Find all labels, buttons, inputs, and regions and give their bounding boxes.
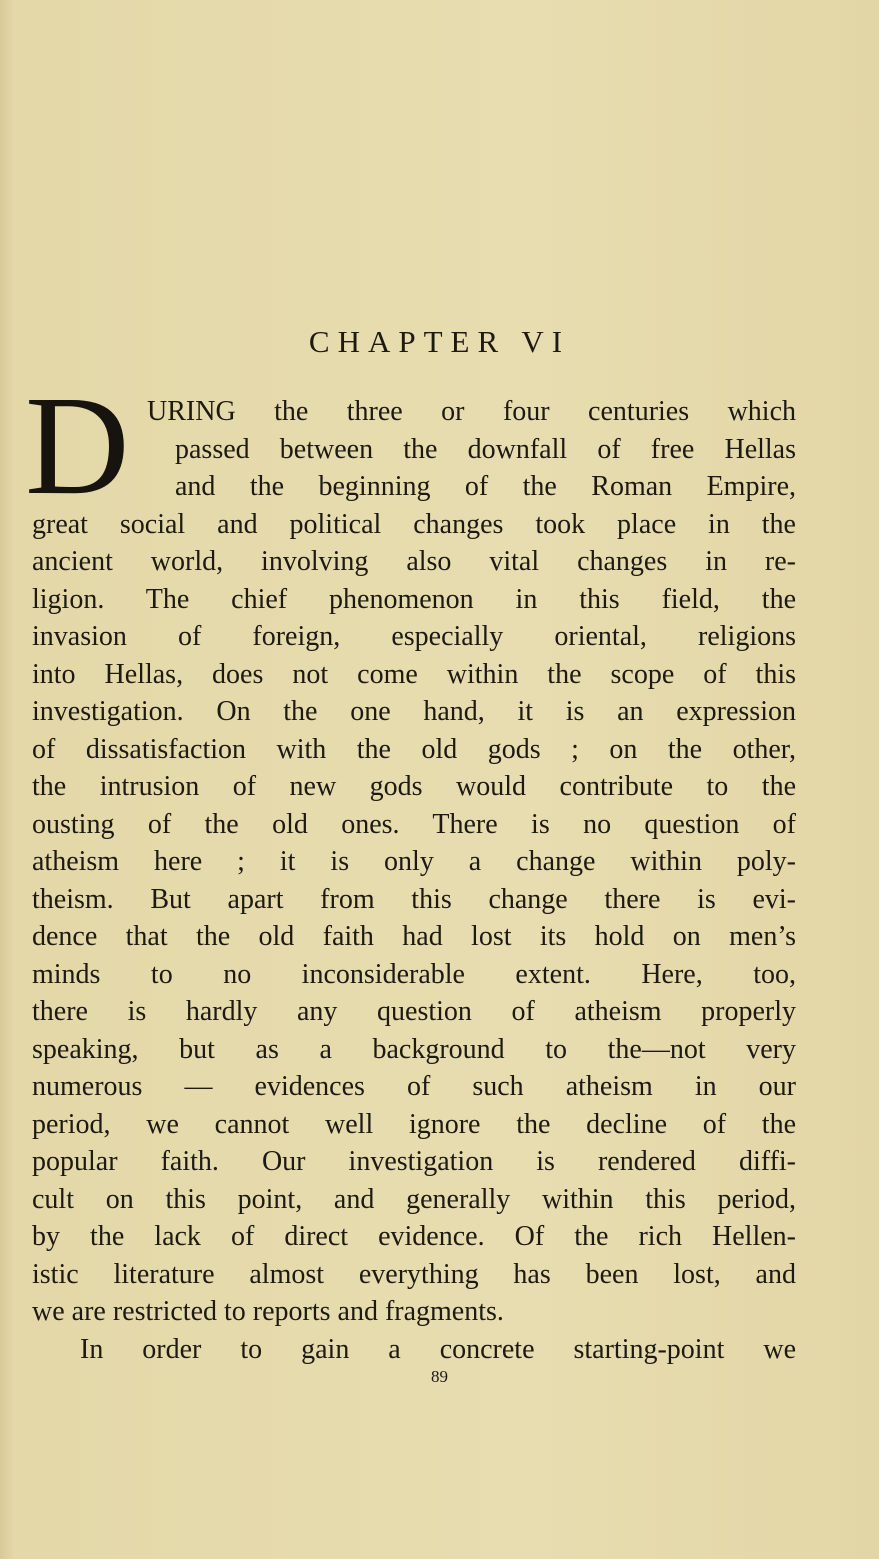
text-line: theism. But apart from this change there is evi-	[32, 884, 796, 915]
text-line: passed between the downfall of free Hellas	[175, 434, 796, 465]
text-line: by the lack of direct evidence. Of the rich Hellen-	[32, 1221, 796, 1252]
text-line: URING the three or four centuries which	[147, 396, 796, 427]
text-line: numerous — evidences of such atheism in our	[32, 1071, 796, 1102]
text-line: ousting of the old ones. There is no question of	[32, 809, 796, 840]
text-line: of dissatisfaction with the old gods ; on the other,	[32, 734, 796, 765]
text-line: and the beginning of the Roman Empire,	[175, 471, 796, 502]
text-line: istic literature almost everything has been lost, and	[32, 1259, 796, 1290]
drop-cap: D	[24, 366, 130, 524]
text-line: we are restricted to reports and fragments.	[32, 1296, 504, 1327]
text-line: atheism here ; it is only a change within poly-	[32, 846, 796, 877]
text-line: invasion of foreign, especially oriental, religions	[32, 621, 796, 652]
text-line: minds to no inconsiderable extent. Here, too,	[32, 959, 796, 990]
text-line: period, we cannot well ignore the decline of the	[32, 1109, 796, 1140]
text-line: speaking, but as a background to the—not very	[32, 1034, 796, 1065]
text-line: great social and political changes took place in the	[32, 509, 796, 540]
text-line: there is hardly any question of atheism properly	[32, 996, 796, 1027]
text-line: In order to gain a concrete starting-point we	[80, 1334, 796, 1365]
page-number: 89	[431, 1367, 448, 1386]
text-line: popular faith. Our investigation is rendered diffi-	[32, 1146, 796, 1177]
chapter-title: CHAPTER VI	[308, 324, 571, 359]
text-line: investigation. On the one hand, it is an expression	[32, 696, 796, 727]
text-line: dence that the old faith had lost its hold on men’s	[32, 921, 796, 952]
text-line: the intrusion of new gods would contribute to the	[32, 771, 796, 802]
text-line: into Hellas, does not come within the scope of this	[32, 659, 796, 690]
text-line: ligion. The chief phenomenon in this field, the	[32, 584, 796, 615]
text-line: cult on this point, and generally within this period,	[32, 1184, 796, 1215]
text-line: ancient world, involving also vital changes in re-	[32, 546, 796, 577]
